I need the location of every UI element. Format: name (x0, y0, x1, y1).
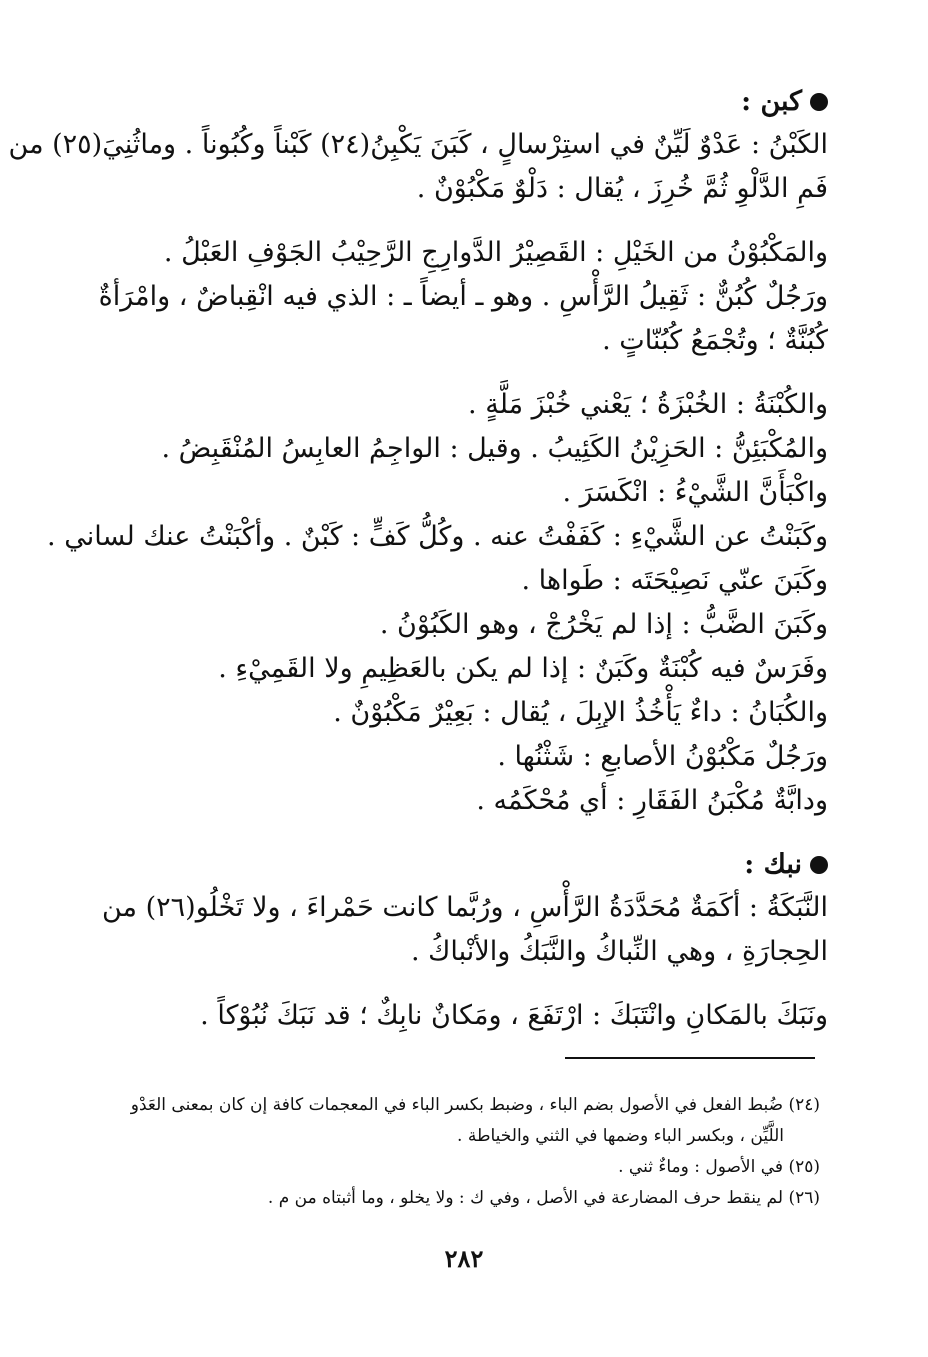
bullet-icon (810, 856, 828, 874)
footnotes (80, 1090, 820, 1214)
text-line: كُبُنَّةٌ ؛ وتُجْمَعُ كُبُنّاتٍ . (602, 325, 828, 357)
footnote-24: (٢٤) ضُبط الفعل في الأصول بضم الباء ، وضبط بكسر الباء في المعجمات كافة إن كان بمعنى العَدْو (130, 1095, 820, 1115)
text-line: وكَبَنَ عنّي نَصِيْحَتَه : طَواها . (521, 565, 828, 597)
text-line: والمَكْبُوْنُ من الخَيْلِ : القَصِيْرُ الدَّوارِجِ الرَّحِيْبُ الجَوْفِ العَبْلُ . (163, 237, 828, 269)
text-line: وكَبَنْتُ عن الشَّيْءِ : كَفَفْتُ عنه . وكُلُّ كَفٍّ : كَبْنٌ . وأكْبَنْتُ عنك لساني . (47, 521, 828, 553)
text-line: والمُكْبَئِنُّ : الحَزِيْنُ الكَئِيبُ . وقيل : الواجِمُ العابِسُ المُنْقَبِضُ . (161, 433, 828, 465)
text-line: الحِجارَةِ ، وهي النِّباكُ والنَّبَكُ والأنْباكُ . (411, 936, 828, 968)
text-line: ورَجُلٌ كُبُنٌّ : ثَقِيلُ الرَّأْسِ . وهو ـ أيضاً ـ : الذي فيه انْقِباضٌ ، وامْرَأةٌ (98, 281, 828, 313)
entry-heading-kbn (80, 80, 828, 123)
text-line: فَمِ الدَّلْوِ ثُمَّ خُرِزَ ، يُقال : دَلْوٌ مَكْبُوْنٌ . (416, 173, 828, 205)
text-line: ورَجُلٌ مَكْبُوْنُ الأصابعِ : شَثْنُها . (497, 741, 828, 773)
text-line: وكَبَنَ الضَّبُّ : إذا لم يَخْرُجْ ، وهو الكَبُوْنُ . (379, 609, 828, 641)
text-line: والكُبَانُ : داءٌ يَأْخُذُ الإبِلَ ، يُقال : بَعِيْرٌ مَكْبُوْنٌ . (333, 697, 828, 729)
text-line: ونَبَكَ بالمَكانِ وانْتَبَكَ : ارْتَفَعَ ، ومَكانٌ نابِكٌ ؛ قد نَبَكَ نُبُوْكاً . (200, 1000, 828, 1032)
page-number: ٢٨٢ (444, 1244, 484, 1273)
entry-heading-nbk (80, 843, 828, 886)
main-text (8, 80, 828, 1038)
footnote-24-continued: اللَّيِّن ، وبكسر الباء وضمها في الثني والخياطة . (457, 1126, 784, 1146)
heading-label: نبك : (744, 849, 802, 881)
footnote-divider (565, 1057, 815, 1059)
footnote-25: (٢٥) في الأصول : وماءٌ ثني . (618, 1157, 820, 1177)
text-line: النَّبَكَةُ : أكَمَةٌ مُحَدَّدَةُ الرَّأْسِ ، ورُبَّما كانت حَمْراءَ ، ولا تَخْلُو(٢٦) من (102, 892, 828, 924)
text-line: والكُبْنَةُ : الخُبْزَةُ ؛ يَعْني خُبْزَ مَلَّةٍ . (468, 389, 828, 421)
text-line: وفَرَسٌ فيه كُبْنَةٌ وكَبَنٌ : إذا لم يكن بالعَظِيمِ ولا القَمِيْءِ . (218, 653, 828, 685)
text-line: ودابَّةٌ مُكْبَنُ الفَقَارِ : أي مُحْكَمُه . (476, 785, 828, 817)
footnote-26: (٢٦) لم ينقط حرف المضارعة في الأصل ، وفي ك : ولا يخلو ، وما أثبتاه من م . (267, 1188, 820, 1208)
bullet-icon (810, 93, 828, 111)
text-line: الكَبْنُ : عَدْوٌ لَيِّنٌ في استِرْسالٍ ، كَبَنَ يَكْبِنُ(٢٤) كَبْناً وكُبُوناً . وماثُنِيَ(٢٥) من (8, 129, 828, 161)
text-line: واكْبَأَنَّ الشَّيْءُ : انْكَسَرَ . (562, 477, 828, 509)
heading-label: كبن : (741, 86, 802, 117)
